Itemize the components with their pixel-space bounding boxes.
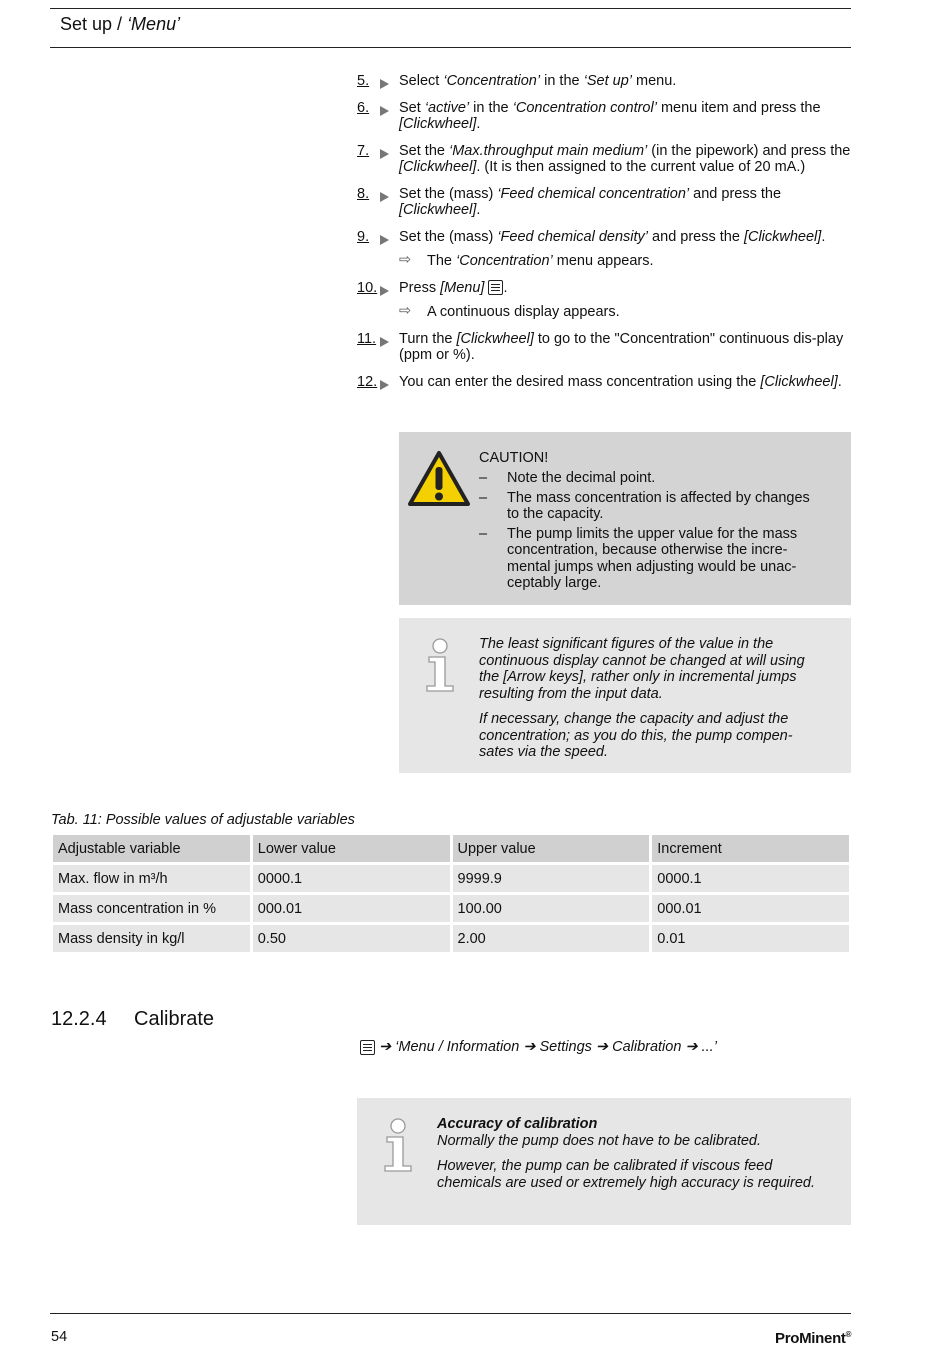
caution-list — [479, 470, 819, 595]
menu-path — [360, 1039, 717, 1055]
info-icon — [423, 638, 457, 692]
step-text: ‘Concentration control’ — [512, 99, 657, 116]
step-text: Set the (mass) — [399, 185, 498, 202]
step-text: A continuous display appears. — [427, 304, 620, 320]
step-item — [357, 73, 851, 90]
step-text: [Clickwheel] — [760, 373, 838, 390]
table-cell: Max. flow in m³/h — [53, 865, 250, 892]
step-text: . — [821, 228, 826, 245]
section-title: Calibrate — [134, 1008, 215, 1030]
step-number: 12. — [357, 374, 391, 391]
step-text: in the — [540, 73, 584, 89]
step-number: 8. — [357, 186, 391, 203]
step-item — [357, 186, 851, 219]
table-cell: 000.01 — [652, 895, 849, 922]
step-text: . — [837, 373, 842, 390]
step-text: . (It is then assigned to the current value of 20 mA.) — [476, 159, 806, 175]
calibration-info-title: Accuracy of calibration — [437, 1116, 598, 1132]
caution-box — [399, 432, 851, 605]
info-icon — [381, 1118, 415, 1172]
warning-triangle-icon — [407, 450, 471, 508]
table-header-row — [53, 835, 849, 862]
table-caption: Tab. 11: Possible values of adjustable variables — [51, 812, 355, 828]
table-cell: 0000.1 — [652, 865, 849, 892]
step-text: [Clickwheel] — [456, 330, 534, 347]
step-item — [357, 143, 851, 176]
table-row — [53, 925, 849, 952]
calibration-info-box — [357, 1098, 851, 1225]
step-text: Set the — [399, 142, 449, 159]
menu-icon — [360, 1040, 375, 1055]
calibration-info-text: Accuracy of calibration Normally the pump does not have to be calibrated. However, the pump can be calibrated if viscous feed chemicals are used or extremely high accuracy is required. — [437, 1116, 817, 1200]
step-text: and press the — [648, 228, 744, 245]
step-text: to go to the "Concentration" continuous dis-play (ppm or %). — [399, 330, 844, 363]
table-cell: 000.01 — [253, 895, 450, 922]
page-header-title: Set up / ‘Menu’ — [60, 14, 181, 34]
table-cell: Mass concentration in % — [53, 895, 250, 922]
step-text: Set the (mass) — [399, 228, 498, 245]
step-text: Press — [399, 279, 441, 296]
page-number: 54 — [51, 1329, 68, 1345]
table-cell: 0.01 — [652, 925, 849, 952]
step-text: ‘Feed chemical concentration’ — [497, 185, 690, 202]
step-number: 10. — [357, 280, 391, 297]
step-text: [Clickwheel] — [399, 116, 477, 132]
step-text: [Clickwheel] — [399, 202, 477, 218]
step-item — [357, 331, 851, 364]
step-result — [357, 253, 851, 270]
step-text: . — [476, 202, 481, 218]
step-number: 5. — [357, 73, 391, 90]
step-text: ‘Concentration’ — [456, 253, 553, 269]
step-text: menu appears. — [552, 253, 654, 269]
step-item — [357, 374, 851, 391]
table-row — [53, 895, 849, 922]
step-text: (in the pipework) and press the — [647, 142, 851, 159]
step-text: Select — [399, 73, 444, 89]
step-text: [Clickwheel] — [399, 159, 477, 175]
step-item — [357, 280, 851, 297]
caution-item: – The pump limits the upper value for the mass concentration, because otherwise the incre-mental jumps when adjusting would be unac-ceptably large. — [479, 526, 819, 592]
values-table — [50, 832, 852, 955]
table-cell: 2.00 — [453, 925, 650, 952]
caution-item: – Note the decimal point. — [479, 470, 819, 487]
caution-title: CAUTION! — [479, 450, 549, 466]
step-text: ‘Set up’ — [583, 73, 632, 89]
step-text: ‘Max.throughput main medium’ — [448, 142, 648, 159]
step-text: [Menu] — [440, 279, 485, 296]
step-text: Set — [399, 99, 425, 116]
table-row — [53, 865, 849, 892]
column-header: Lower value — [253, 835, 450, 862]
header-top-rule — [50, 8, 851, 9]
step-item — [357, 100, 851, 133]
step-text: [Clickwheel] — [743, 228, 822, 245]
step-text: Turn the — [399, 330, 457, 347]
step-number: 9. — [357, 229, 391, 246]
table-cell: 9999.9 — [453, 865, 650, 892]
menu-path-text: ➔ ‘Menu / Information ➔ Settings ➔ Calibration ➔ ...’ — [379, 1039, 717, 1055]
step-text: . — [476, 116, 481, 132]
column-header: Upper value — [453, 835, 650, 862]
step-result — [357, 304, 851, 321]
info-note-box — [399, 618, 851, 773]
table-cell: 0000.1 — [253, 865, 450, 892]
step-number: 6. — [357, 100, 391, 117]
step-text: . — [503, 279, 508, 296]
step-text: ‘Feed chemical density’ — [497, 228, 649, 245]
step-number: 7. — [357, 143, 391, 160]
table-cell: 0.50 — [253, 925, 450, 952]
step-text: You can enter the desired mass concentration using the — [399, 373, 761, 390]
step-text: ‘Concentration’ — [443, 73, 541, 89]
result-arrow-icon: ⇨ — [399, 303, 412, 319]
header-bottom-rule — [50, 47, 851, 48]
prominent-logo: ProMinent® — [775, 1330, 852, 1347]
table-cell: Mass density in kg/l — [53, 925, 250, 952]
column-header: Increment — [652, 835, 849, 862]
table-cell: 100.00 — [453, 895, 650, 922]
info-note-text: The least significant figures of the value in the continuous display cannot be changed at will using the [Arrow keys], rather only in incremental jumps resulting from the input data. If necessary, change the capacity and adjust the concentration; as you do this, the pump compen-sates via the speed. — [479, 636, 805, 760]
step-number: 11. — [357, 331, 391, 348]
caution-item: – The mass concentration is affected by changes to the capacity. — [479, 490, 819, 523]
step-text: ‘active’ — [424, 99, 470, 116]
step-text: and press the — [689, 185, 782, 202]
step-text: menu item and press the — [656, 99, 821, 116]
footer-rule — [50, 1313, 851, 1314]
step-item — [357, 229, 851, 246]
section-number: 12.2.4 — [51, 1008, 107, 1030]
column-header: Adjustable variable — [53, 835, 250, 862]
menu-icon — [488, 280, 503, 295]
result-arrow-icon: ⇨ — [399, 252, 412, 268]
step-list — [357, 73, 851, 400]
step-text: in the — [469, 99, 513, 116]
step-text: menu. — [631, 73, 677, 89]
step-text: The — [427, 253, 457, 269]
